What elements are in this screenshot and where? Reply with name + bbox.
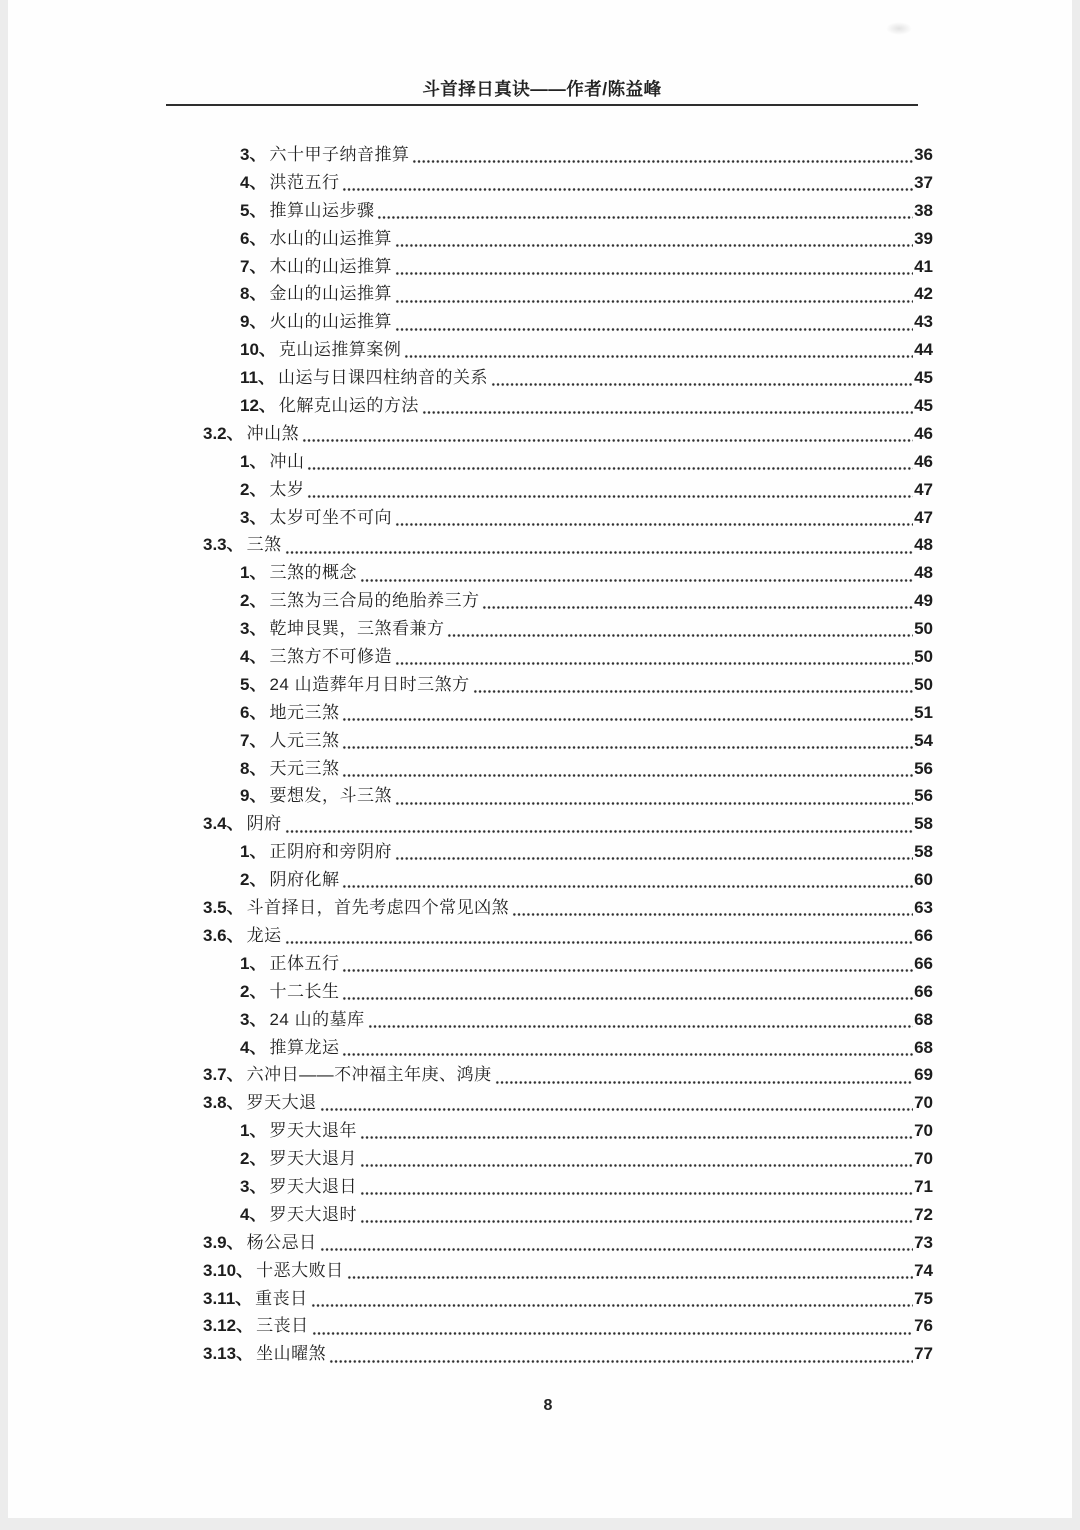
dot-leader: [360, 1173, 913, 1201]
toc-entry-title: 阴府化解: [269, 870, 340, 890]
toc-entry-title: 火山的山运推算: [269, 312, 392, 332]
toc-entry-page: 51: [914, 702, 933, 722]
toc-entry-number: 3.12、: [203, 1316, 254, 1336]
toc-entry: [203, 950, 933, 978]
scan-smudge-artifact: [886, 22, 912, 35]
toc-entry: [203, 1257, 933, 1285]
dot-leader: [329, 1340, 913, 1368]
toc-entry-page: 58: [914, 814, 933, 834]
toc-entry-title: 三煞为三合局的绝胎养三方: [269, 591, 480, 611]
toc-entry-title: 金山的山运推算: [269, 284, 392, 304]
toc-entry-page: 46: [914, 423, 933, 443]
toc-entry-title: 木山的山运推算: [269, 256, 392, 276]
toc-entry-title: 克山运推算案例: [278, 340, 402, 360]
dot-leader: [395, 225, 913, 253]
toc-entry-number: 4、: [240, 1037, 267, 1057]
dot-leader: [342, 978, 913, 1006]
header-rule: [166, 104, 918, 106]
toc-entry-number: 3.4、: [203, 814, 244, 834]
dot-leader: [285, 810, 913, 838]
toc-entry-number: 3.10、: [203, 1260, 254, 1280]
toc-entry: [203, 1145, 933, 1173]
dot-leader: [307, 476, 913, 504]
toc-entry-page: 47: [914, 507, 933, 527]
toc-entry-title: 三煞方不可修造: [269, 647, 392, 667]
toc-entry-number: 2、: [240, 870, 267, 890]
toc-entry-page: 56: [914, 758, 933, 778]
toc-entry-title: 冲山煞: [246, 423, 300, 443]
toc-entry-title: 洪范五行: [269, 172, 340, 192]
toc-entry: [203, 559, 933, 587]
toc-entry-page: 41: [914, 256, 933, 276]
dot-leader: [342, 699, 913, 727]
dot-leader: [395, 504, 913, 532]
dot-leader: [491, 364, 913, 392]
toc-entry-page: 45: [914, 396, 933, 416]
toc-entry-page: 66: [914, 925, 933, 945]
toc-entry-title: 水山的山运推算: [269, 228, 392, 248]
dot-leader: [342, 727, 913, 755]
toc-entry-title: 正阴府和旁阴府: [269, 842, 392, 862]
dot-leader: [360, 1117, 913, 1145]
dot-leader: [320, 1089, 913, 1117]
toc-entry-page: 60: [914, 870, 933, 890]
toc-entry-title: 地元三煞: [269, 702, 340, 722]
toc-entry-title: 六十甲子纳音推算: [269, 145, 410, 164]
toc-entry-page: 68: [914, 1009, 933, 1029]
toc-entry-title: 斗首择日，首先考虑四个常见凶煞: [246, 898, 510, 918]
toc-entry-number: 3、: [240, 619, 267, 639]
dot-leader: [395, 838, 913, 866]
dot-leader: [473, 671, 913, 699]
toc-entry-number: 12、: [240, 396, 276, 416]
toc-entry: [203, 392, 933, 420]
toc-entry-page: 70: [914, 1149, 933, 1169]
toc-entry-title: 太岁: [269, 479, 305, 499]
toc-entry-page: 75: [914, 1288, 933, 1308]
toc-entry-number: 3.2、: [203, 423, 244, 443]
toc-entry: [203, 810, 933, 838]
toc-entry-title: 正体五行: [269, 953, 340, 973]
dot-leader: [412, 141, 913, 169]
page-header-title: 斗首择日真诀——作者/陈益峰: [422, 79, 662, 99]
dot-leader: [395, 643, 913, 671]
toc-entry: [203, 643, 933, 671]
toc-entry-page: 50: [914, 619, 933, 639]
toc-entry-page: 58: [914, 842, 933, 862]
toc-entry-number: 3、: [240, 1009, 267, 1029]
toc-entry: [203, 587, 933, 615]
toc-entry-number: 8、: [240, 758, 267, 778]
toc-entry-title: 罗天大退年: [269, 1121, 357, 1141]
toc-entry-number: 1、: [240, 1121, 267, 1141]
toc-entry-number: 5、: [240, 674, 267, 694]
toc-entry-title: 阴府: [246, 814, 282, 834]
dot-leader: [395, 253, 913, 281]
toc-entry-number: 3.3、: [203, 535, 244, 555]
dot-leader: [312, 1312, 913, 1340]
toc-entry-title: 太岁可坐不可向: [269, 507, 392, 527]
toc-entry-page: 71: [914, 1176, 933, 1196]
toc-entry-page: 77: [914, 1344, 933, 1364]
toc-entry-page: 70: [914, 1121, 933, 1141]
dot-leader: [360, 1145, 913, 1173]
dot-leader: [360, 559, 913, 587]
toc-entry-page: 76: [914, 1316, 933, 1336]
toc-entry-number: 3.13、: [203, 1344, 254, 1364]
toc-entry-page: 49: [914, 591, 933, 611]
dot-leader: [422, 392, 913, 420]
toc-entry: [203, 782, 933, 810]
toc-entry: [203, 141, 933, 169]
toc-entry-page: 48: [914, 563, 933, 583]
toc-entry-number: 3.6、: [203, 925, 244, 945]
toc-entry-number: 4、: [240, 172, 267, 192]
toc-entry: [203, 420, 933, 448]
toc-entry: [203, 1340, 933, 1368]
toc-entry-page: 38: [914, 200, 933, 220]
toc-entry: [203, 197, 933, 225]
toc-entry-page: 43: [914, 312, 933, 332]
toc-entry: [203, 755, 933, 783]
dot-leader: [395, 308, 913, 336]
toc-entry: [203, 866, 933, 894]
dot-leader: [302, 420, 913, 448]
toc-entry-page: 45: [914, 368, 933, 388]
toc-entry: [203, 1089, 933, 1117]
toc-entry-number: 3.7、: [203, 1065, 244, 1085]
toc-entry-number: 6、: [240, 702, 267, 722]
dot-leader: [285, 531, 913, 559]
toc-entry-number: 3.8、: [203, 1093, 244, 1113]
toc-entry: [203, 504, 933, 532]
toc-entry-number: 1、: [240, 563, 267, 583]
toc-entry-number: 7、: [240, 256, 267, 276]
toc-entry-page: 73: [914, 1232, 933, 1252]
toc-entry: [203, 1229, 933, 1257]
toc-entry: [203, 1034, 933, 1062]
toc-entry-number: 3.11、: [203, 1288, 253, 1308]
dot-leader: [395, 782, 913, 810]
toc-entry: [203, 1201, 933, 1229]
toc-entry-number: 10、: [240, 340, 276, 360]
toc-entry-number: 4、: [240, 647, 267, 667]
toc-entry-page: 46: [914, 451, 933, 471]
toc-entry-title: 要想发，斗三煞: [269, 786, 392, 806]
dot-leader: [311, 1285, 913, 1313]
toc-entry-page: 70: [914, 1093, 933, 1113]
dot-leader: [342, 1034, 913, 1062]
toc-entry-page: 54: [914, 730, 933, 750]
toc-entry-title: 龙运: [246, 925, 282, 945]
toc-entry-title: 化解克山运的方法: [278, 396, 419, 416]
toc-entry-number: 3.5、: [203, 898, 244, 918]
dot-leader: [342, 169, 913, 197]
toc-entry-title: 24 山的墓库: [269, 1009, 365, 1029]
toc-entry-title: 24 山造葬年月日时三煞方: [269, 674, 470, 694]
toc-entry-page: 36: [914, 145, 933, 164]
dot-leader: [377, 197, 913, 225]
footer-page-number: 8: [543, 1397, 553, 1414]
toc-entry-page: 50: [914, 674, 933, 694]
toc-entry-title: 十恶大败日: [256, 1260, 344, 1280]
dot-leader: [285, 922, 913, 950]
document-page: [8, 0, 1072, 1518]
toc-entry-title: 重丧日: [255, 1288, 308, 1308]
toc-entry: [203, 1117, 933, 1145]
toc-entry: [203, 894, 933, 922]
toc-entry: [203, 308, 933, 336]
toc-entry-number: 3.9、: [203, 1232, 244, 1252]
toc-entry-title: 三煞: [246, 535, 282, 555]
toc-entry-number: 2、: [240, 591, 267, 611]
dot-leader: [342, 755, 913, 783]
toc-entry-title: 杨公忌日: [246, 1232, 317, 1252]
toc-entry: [203, 169, 933, 197]
dot-leader: [512, 894, 913, 922]
toc-entry-title: 山运与日课四柱纳音的关系: [277, 368, 488, 388]
toc-entry-page: 39: [914, 228, 933, 248]
toc-entry-number: 6、: [240, 228, 267, 248]
toc-entry: [203, 727, 933, 755]
toc-entry-title: 罗天大退日: [269, 1176, 357, 1196]
toc-entry-title: 冲山: [269, 451, 305, 471]
toc-entry-number: 1、: [240, 451, 267, 471]
toc-entry-number: 3、: [240, 1176, 267, 1196]
toc-entry: [203, 922, 933, 950]
toc-entry-number: 2、: [240, 479, 267, 499]
toc-entry-title: 推算山运步骤: [269, 200, 375, 220]
dot-leader: [347, 1257, 913, 1285]
toc-entry-number: 3、: [240, 145, 267, 164]
toc-entry-number: 1、: [240, 953, 267, 973]
toc-entry-page: 47: [914, 479, 933, 499]
toc-entry-title: 推算龙运: [269, 1037, 340, 1057]
toc-list: [203, 141, 933, 1368]
dot-leader: [482, 587, 913, 615]
dot-leader: [342, 950, 913, 978]
dot-leader: [395, 280, 913, 308]
toc-entry-number: 7、: [240, 730, 267, 750]
toc-entry-number: 2、: [240, 981, 267, 1001]
toc-entry: [203, 1061, 933, 1089]
toc-entry: [203, 699, 933, 727]
toc-entry: [203, 225, 933, 253]
toc-entry-page: 69: [914, 1065, 933, 1085]
toc-entry: [203, 1312, 933, 1340]
toc-entry-page: 56: [914, 786, 933, 806]
toc-entry: [203, 280, 933, 308]
toc-entry: [203, 978, 933, 1006]
toc-entry-number: 1、: [240, 842, 267, 862]
toc-entry-title: 三煞的概念: [269, 563, 357, 583]
toc-entry-page: 74: [914, 1260, 933, 1280]
toc-entry: [203, 364, 933, 392]
toc-entry: [203, 1173, 933, 1201]
toc-entry-page: 66: [914, 981, 933, 1001]
toc-entry-page: 37: [914, 172, 933, 192]
toc-entry-title: 坐山曜煞: [256, 1344, 327, 1364]
dot-leader: [447, 615, 913, 643]
toc-entry-number: 9、: [240, 312, 267, 332]
toc-entry-number: 8、: [240, 284, 267, 304]
toc-entry-title: 天元三煞: [269, 758, 340, 778]
toc-entry-page: 66: [914, 953, 933, 973]
dot-leader: [342, 866, 913, 894]
toc-entry-title: 罗天大退时: [269, 1204, 357, 1224]
toc-entry-title: 六冲日——不冲福主年庚、鸿庚: [246, 1065, 492, 1085]
toc-entry-number: 4、: [240, 1204, 267, 1224]
toc-entry: [203, 531, 933, 559]
toc-entry-page: 63: [914, 898, 933, 918]
toc-entry: [203, 838, 933, 866]
dot-leader: [404, 336, 913, 364]
toc-entry-page: 42: [914, 284, 933, 304]
toc-entry-title: 罗天大退月: [269, 1149, 357, 1169]
toc-entry-number: 5、: [240, 200, 267, 220]
toc-entry-number: 3、: [240, 507, 267, 527]
toc-entry-page: 50: [914, 647, 933, 667]
toc-entry-title: 十二长生: [269, 981, 340, 1001]
toc-entry-title: 乾坤艮巽，三煞看兼方: [269, 619, 445, 639]
toc-entry: [203, 615, 933, 643]
dot-leader: [320, 1229, 913, 1257]
toc-entry-page: 72: [914, 1204, 933, 1224]
toc-entry-title: 罗天大退: [246, 1093, 317, 1113]
toc-entry-title: 三丧日: [256, 1316, 309, 1336]
toc-entry: [203, 336, 933, 364]
toc-entry-page: 68: [914, 1037, 933, 1057]
toc-entry: [203, 253, 933, 281]
toc-entry: [203, 1006, 933, 1034]
toc-entry-number: 11、: [240, 368, 275, 388]
dot-leader: [360, 1201, 913, 1229]
dot-leader: [307, 448, 913, 476]
toc-entry: [203, 448, 933, 476]
toc-entry-number: 2、: [240, 1149, 267, 1169]
toc-entry: [203, 671, 933, 699]
toc-entry-number: 9、: [240, 786, 267, 806]
dot-leader: [495, 1061, 913, 1089]
dot-leader: [368, 1006, 913, 1034]
toc-entry-page: 48: [914, 535, 933, 555]
toc-entry: [203, 1285, 933, 1313]
toc-entry: [203, 476, 933, 504]
toc-entry-title: 人元三煞: [269, 730, 340, 750]
toc-entry-page: 44: [914, 340, 933, 360]
